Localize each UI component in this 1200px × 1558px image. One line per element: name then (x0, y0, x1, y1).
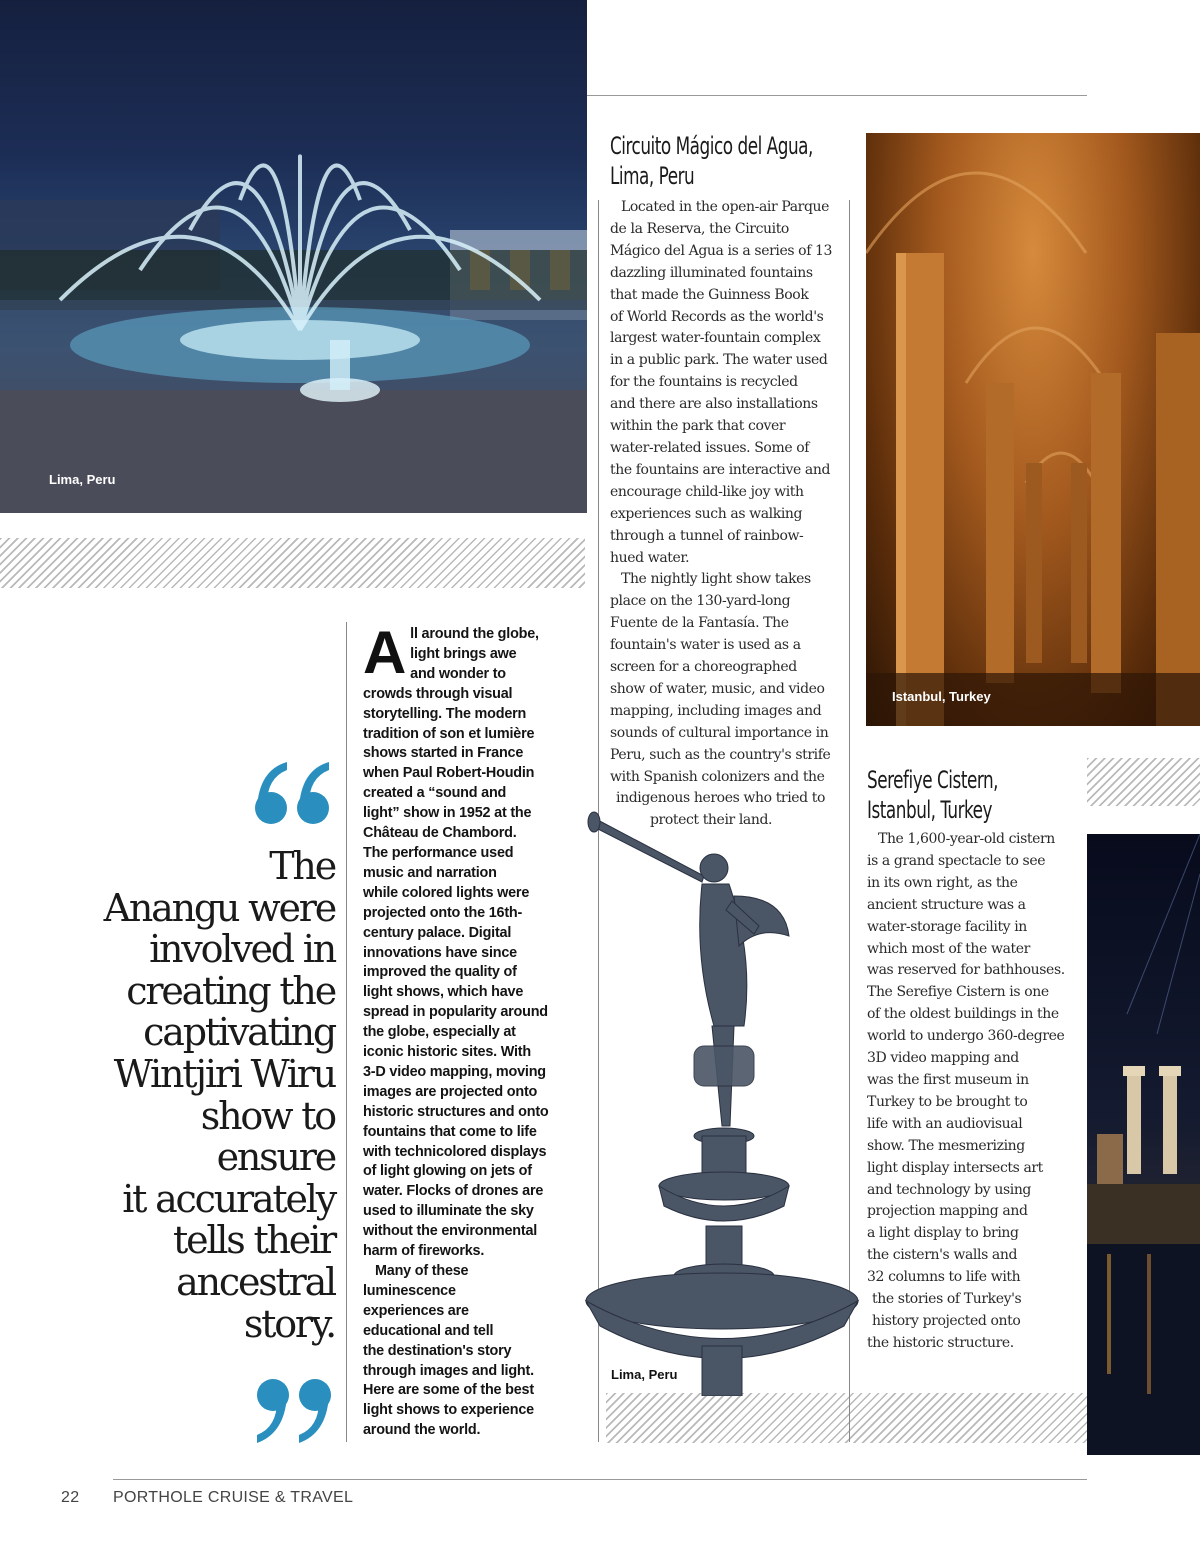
statue-illustration (584, 806, 860, 1396)
text-line: images are projected onto (363, 1083, 538, 1100)
text-line: century palace. Digital (363, 924, 512, 941)
text-line: a light display to bring (867, 1225, 1019, 1242)
intro-body (363, 619, 595, 1441)
text-line: of light glowing on jets of (363, 1163, 532, 1180)
text-line: through images and light. (363, 1362, 534, 1379)
column-rule (346, 622, 347, 1442)
heading-line: Lima, Peru (610, 162, 695, 190)
quote-line: Anangu were (103, 885, 335, 930)
text-line: innovations have since (363, 944, 517, 961)
close-quote-icon (253, 1375, 333, 1447)
quote-line: The (269, 844, 335, 888)
text-line: was the first museum in (867, 1071, 1029, 1088)
text-line: 3-D video mapping, moving (363, 1063, 546, 1080)
text-line: with Spanish colonizers and the (610, 768, 825, 785)
text-line: storytelling. The modern (363, 705, 527, 722)
text-line: projection mapping and (867, 1203, 1028, 1220)
text-line: of the oldest buildings in the (867, 1006, 1059, 1023)
text-line: fountain's water is used as a (610, 637, 801, 654)
text-line: ll around the globe, (410, 626, 539, 642)
text-line: harm of fireworks. (363, 1243, 485, 1260)
angel-statue-photo (584, 806, 860, 1396)
serefiye-body (867, 829, 1082, 1355)
text-line: indigenous heroes who tried to (616, 790, 826, 807)
text-line: with technicolored displays (363, 1143, 547, 1160)
publication-name: PORTHOLE CRUISE & TRAVEL (113, 1489, 354, 1506)
photo-caption: Istanbul, Turkey (892, 689, 991, 704)
text-line: show. The mesmerizing (867, 1137, 1025, 1154)
text-line: the globe, especially at (363, 1024, 516, 1041)
text-line: world to undergo 360-degree (867, 1028, 1065, 1045)
text-line: history projected onto (872, 1312, 1021, 1329)
text-line: when Paul Robert-Houdin (363, 765, 535, 782)
text-line: luminescence (363, 1282, 456, 1299)
text-line: iconic historic sites. With (363, 1044, 531, 1061)
text-line: water. Flocks of drones are (363, 1183, 544, 1200)
text-line: while colored lights were (363, 884, 530, 901)
quote-line: Wintjiri Wiru (113, 1051, 335, 1096)
drop-cap: A (363, 619, 407, 686)
text-line: through a tunnel of rainbow- (610, 527, 804, 544)
text-line: Fuente de la Fantasía. The (610, 615, 789, 632)
hatch-divider (1087, 758, 1200, 806)
text-line: experiences are (363, 1302, 469, 1319)
text-line: light brings awe (410, 645, 517, 662)
text-line: is a grand spectacle to see (867, 852, 1046, 869)
hatch-divider (606, 1393, 1087, 1443)
text-line: of World Records as the world's (610, 308, 824, 325)
heading-line: Istanbul, Turkey (867, 796, 993, 824)
text-line: music and narration (363, 864, 497, 881)
text-line: The Serefiye Cistern is one (867, 984, 1049, 1001)
text-line: projected onto the 16th- (363, 904, 523, 921)
circuito-heading (610, 131, 813, 191)
text-line: was reserved for bathhouses. (867, 962, 1065, 979)
text-line: encourage child-like joy with (610, 483, 804, 500)
text-line: life with an audiovisual (867, 1115, 1023, 1132)
text-line: crowds through visual (363, 685, 513, 702)
serefiye-heading (867, 765, 998, 825)
text-line: the stories of Turkey's (872, 1291, 1022, 1308)
pull-quote (40, 846, 335, 1345)
text-line: and there are also installations (610, 396, 818, 413)
quote-line: involved in (149, 927, 335, 972)
text-line: improved the quality of (363, 964, 517, 981)
quote-line: ancestral (176, 1259, 335, 1304)
text-line: water-related issues. Some of (610, 439, 810, 456)
text-line: Here are some of the best (363, 1382, 534, 1399)
text-line: light” show in 1952 at the (363, 805, 532, 822)
serefiye-photo (1087, 834, 1200, 1455)
text-line: historic structures and onto (363, 1103, 549, 1120)
text-line: Mágico del Agua is a series of 13 (610, 242, 833, 259)
text-line: tradition of son et lumière (363, 725, 535, 742)
text-line: created a “sound and (363, 785, 507, 802)
text-line: without the environmental (363, 1223, 538, 1240)
text-line: light display intersects art (867, 1159, 1043, 1176)
text-line: experiences such as walking (610, 505, 803, 522)
heading-line: Serefiye Cistern, (867, 766, 999, 794)
text-line: light shows to experience (363, 1402, 534, 1419)
quote-line: ensure (216, 1135, 335, 1180)
text-line: in its own right, as the (867, 874, 1018, 891)
text-line: around the world. (363, 1422, 481, 1439)
text-line: 32 columns to life with (867, 1269, 1021, 1286)
text-line: spread in popularity around (363, 1004, 548, 1021)
text-line: de la Reserva, the Circuito (610, 220, 789, 237)
text-line: shows started in France (363, 745, 524, 762)
top-rule (587, 95, 1087, 96)
text-line: show of water, music, and video (610, 680, 825, 697)
photo-caption: Lima, Peru (49, 472, 116, 487)
text-line: which most of the water (867, 940, 1030, 957)
text-line: the fountains are interactive and (610, 461, 831, 478)
text-line: The performance used (363, 844, 514, 861)
page-number: 22 (61, 1489, 80, 1506)
quote-line: show to (200, 1093, 335, 1138)
text-line: for the fountains is recycled (610, 374, 798, 391)
circuito-body (610, 197, 850, 832)
night-columns-illustration (1087, 834, 1200, 1455)
quote-line: creating the (126, 968, 335, 1013)
text-line: the cistern's walls and (867, 1247, 1018, 1264)
text-line: place on the 130-yard-long (610, 593, 791, 610)
text-line: The nightly light show takes (621, 571, 811, 588)
text-line: hued water. (610, 549, 690, 566)
quote-line: it accurately (122, 1176, 335, 1221)
cistern-illustration (866, 133, 1200, 726)
cistern-photo (866, 133, 1200, 726)
text-line: dazzling illuminated fountains (610, 264, 813, 281)
heading-line: Circuito Mágico del Agua, (610, 132, 813, 160)
text-line: Many of these (375, 1263, 469, 1279)
quote-line: tells their (173, 1218, 335, 1263)
text-line: that made the Guinness Book (610, 286, 809, 303)
text-line: educational and tell (363, 1322, 494, 1339)
text-line: the destination's story (363, 1342, 512, 1359)
fountain-illustration (0, 0, 587, 513)
quote-line: story. (243, 1301, 335, 1346)
text-line: in a public park. The water used (610, 352, 828, 369)
text-line: screen for a choreographed (610, 659, 797, 676)
open-quote-icon (253, 760, 333, 840)
text-line: sounds of cultural importance in (610, 724, 829, 741)
text-line: within the park that cover (610, 418, 786, 435)
quote-line: captivating (143, 1010, 335, 1055)
text-line: used to illuminate the sky (363, 1203, 534, 1220)
text-line: ancient structure was a (867, 896, 1026, 913)
text-line: the historic structure. (867, 1334, 1014, 1351)
text-line: largest water-fountain complex (610, 330, 821, 347)
text-line: 3D video mapping and (867, 1050, 1019, 1067)
text-line: protect their land. (650, 812, 773, 829)
footer-rule (113, 1479, 1087, 1480)
text-line: Peru, such as the country's strife (610, 746, 831, 763)
text-line: Turkey to be brought to (867, 1093, 1028, 1110)
text-line: fountains that come to life (363, 1123, 537, 1140)
photo-caption: Lima, Peru (611, 1367, 678, 1382)
text-line: mapping, including images and (610, 702, 822, 719)
text-line: Château de Chambord. (363, 825, 517, 842)
text-line: and wonder to (410, 665, 506, 682)
text-line: and technology by using (867, 1181, 1031, 1198)
text-line: Located in the open-air Parque (621, 199, 830, 215)
hatch-divider (0, 538, 585, 588)
text-line: water-storage facility in (867, 918, 1027, 935)
text-line: The 1,600-year-old cistern (878, 831, 1055, 847)
text-line: light shows, which have (363, 984, 524, 1001)
lima-fountain-photo (0, 0, 587, 513)
